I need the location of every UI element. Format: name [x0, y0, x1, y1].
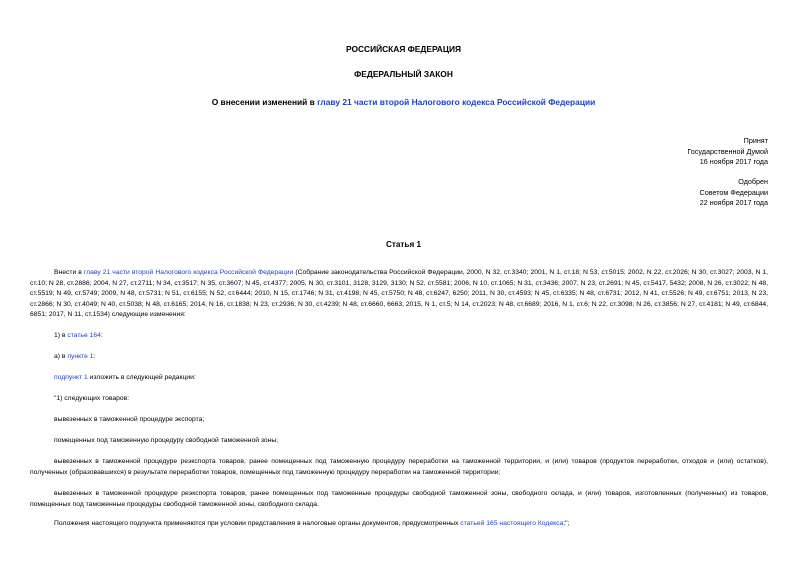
final-prefix: Положения настоящего подпункта применяются при условии представления в налоговые органы документов, предусмотренных: [54, 520, 461, 527]
approved-line-1: Одобрен: [738, 177, 768, 186]
article-164-link[interactable]: статье 164: [67, 332, 101, 339]
subclause-rest: изложить в следующей редакции:: [87, 374, 196, 381]
item-1-suffix: :: [100, 332, 103, 339]
approved-block: [700, 177, 768, 209]
subclause-line: [54, 373, 196, 384]
approved-date: 22 ноября 2017 года: [699, 198, 768, 207]
quote-start: "1) следующих товаров:: [54, 395, 130, 402]
article-intro-paragraph: [30, 268, 768, 321]
accepted-block: [687, 136, 768, 168]
item-a-prefix: а) в: [54, 353, 68, 360]
country-heading: РОССИЙСКАЯ ФЕДЕРАЦИЯ: [345, 44, 462, 54]
law-title-link[interactable]: главу 21 части второй Налогового кодекса Российской Федерации: [317, 97, 596, 107]
item-1-prefix: 1) в: [54, 332, 68, 339]
export-line: вывезенных в таможенной процедуре экспорта;: [54, 416, 205, 423]
intro-prefix: Внести в: [54, 269, 84, 276]
subclause-1-link[interactable]: подпункт 1: [54, 374, 88, 381]
article-heading: Статья 1: [385, 240, 422, 249]
final-provision: [54, 519, 569, 530]
approved-line-2: Советом Федерации: [699, 187, 768, 197]
law-title: [0, 97, 807, 107]
accepted-line-1: Принят: [743, 136, 768, 145]
accepted-line-2: Государственной Думой: [687, 146, 768, 156]
law-title-prefix: О внесении изменений в: [211, 97, 318, 107]
item-a-suffix: :: [93, 353, 96, 360]
law-type-heading: ФЕДЕРАЛЬНЫЙ ЗАКОН: [354, 69, 453, 79]
intro-chapter-link[interactable]: главу 21 части второй Налогового кодекса Российской Федерации: [83, 269, 294, 276]
reexport-processing-paragraph: вывезенных в таможенной процедуре реэкспорта товаров, ранее помещенных под таможенную процедуру переработки на таможенной территории, и (или) товаров (продуктов переработки, отходов и (или) остатков), полученных (образовавшихся) в результате переработки товаров, помещенных под таможенную процедуру переработки на таможенной территории;: [30, 458, 768, 476]
item-1: [54, 331, 103, 342]
intro-rest: (Собрание законодательства Российской Федерации, 2000, N 32, ст.3340; 2001, N 1, ст.18; N 53, ст.5015; 2002, N 22, ст.2026; N 30, ст.3027; 2003, N 1, ст.10; N 28, ст.2886; 2004, N 27, ст.2711; N 34, ст.3517; N 35, ст.3607; N 45, ст.4377; 2005, N 30, ст.3101, 3128, 3129, 3130; N 52, ст.5581; 2006, N 10, ст.1065; N 31, ст.3436; 2007, N 23, ст.2691; N 45, ст.5417, 5432; 2008, N 26, ст.3022; N 48, ст.5519; N 49, ст.5749; 2009, N 48, ст.5731; N 51, ст.6155; N 52, ст.6444; 2010, N 15, ст.1746; N 31, ст.4198; N 45, ст.5750; N 48, ст.6247, 6250; 2011, N 30, ст.4593; N 45, ст.6335; N 48, ст.6731; 2012, N 41, ст.5526; N 49, ст.6751; 2013, N 23, ст.2866; N 30, ст.4049; N 40, ст.5038; N 48, ст.6165; 2014, N 16, ст.1838; N 23, ст.2936; N 30, ст.4239; N 48, ст.6660, 6663; 2015, N 1, ст.5; N 14, ст.2023; N 48, ст.6689; 2016, N 1, ст.6; N 22, ст.3098; N 26, ст.3856; N 27, ст.4181; N 49, ст.6844, 6851; 2017, N 11, ст.1534) следующие изменения:: [30, 269, 768, 318]
accepted-date: 16 ноября 2017 года: [699, 157, 768, 166]
reexport-free-zone-paragraph: вывезенных в таможенной процедуре реэкспорта товаров, ранее помещенных под таможенные процедуры свободной таможенной зоны, свободного склада, и (или) товаров, изготовленных (полученных) из товаров, помещенных под таможенные процедуры свободной таможенной зоны, свободного склада.: [30, 490, 768, 508]
free-zone-line: помещенных под таможенную процедуру свободной таможенной зоны;: [54, 437, 279, 444]
item-a: [54, 352, 95, 363]
article-165-link[interactable]: статьей 165 настоящего Кодекса: [460, 520, 564, 527]
clause-1-link[interactable]: пункте 1: [67, 353, 94, 360]
final-suffix: ;";: [563, 520, 570, 527]
